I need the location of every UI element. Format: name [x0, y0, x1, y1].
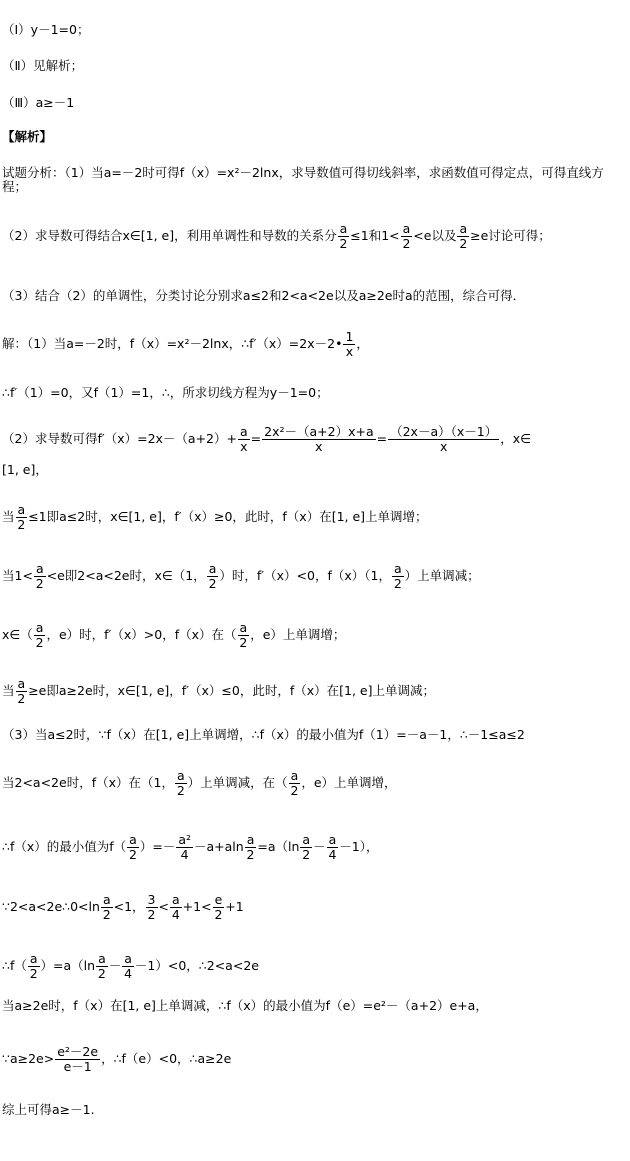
fraction-a-over-4: $\frac{a}{4}$: [124, 951, 133, 981]
fraction-a-over-4: $\frac{a}{4}$: [171, 892, 180, 922]
text: －: [313, 838, 326, 854]
solution-line-11: [2, 893, 626, 922]
text: ∴f（x）的最小值为f（: [2, 838, 127, 854]
analysis-p2: [2, 222, 626, 251]
text: ，: [356, 335, 369, 351]
solution-line-1: [2, 330, 626, 359]
text: ≤1即a≤2时，x∈[1, e]，f′（x）≥0，此时，f（x）在[1, e]上单调增；: [28, 508, 428, 524]
fraction-a-over-2: $\frac{a}{2}$: [302, 832, 311, 862]
text: ，e）上单调增；: [250, 626, 346, 642]
fraction-derivative-2: $\frac{(2x-a)(x-1)}{x}$: [390, 424, 498, 454]
text: <1，: [113, 898, 145, 914]
text: <: [158, 898, 169, 914]
solution-line-10: [2, 833, 626, 862]
text: （2）求导数可得结合x∈[1, e]，利用单调性和导数的关系分: [2, 227, 337, 243]
answer-1: （Ⅰ）y－1=0；: [2, 22, 90, 37]
fraction-a-over-2: $\frac{a}{2}$: [17, 502, 26, 532]
text: <e即2<a<2e时，x∈（1，: [46, 567, 206, 583]
fraction-a-over-2: $\frac{a}{2}$: [129, 832, 137, 862]
text: ，e）上单调增，: [301, 774, 397, 790]
fraction-a-over-2: $\frac{a}{2}$: [35, 620, 44, 650]
answer-3: （Ⅲ）a≥－1: [2, 95, 75, 110]
fraction-1-over-x: $\frac{1}{x}$: [345, 329, 354, 359]
solution-line-2: ∴f′（1）=0，又f（1）=1，∴，所求切线方程为y－1=0；: [2, 385, 329, 400]
fraction-a2-over-4: $\frac{\text{a²}}{4}$: [178, 832, 191, 862]
fraction-a-over-2: $\frac{a}{2}$: [17, 676, 26, 706]
solution-line-13: 当a≥2e时，f（x）在[1, e]上单调减，∴f（x）的最小值为f（e）=e²－（a+2）e+a，: [2, 998, 488, 1013]
text: +1: [225, 898, 244, 914]
solution-line-7: [2, 677, 626, 706]
text: 解：（1）当a=－2时，f（x）=x²－2lnx，∴f′（x）=2x－2•: [2, 335, 343, 351]
text: －1）<0，∴2<a<2e: [134, 957, 259, 973]
text: 当2<a<2e时，f（x）在（1，: [2, 774, 174, 790]
fraction-a-over-2: $\frac{a}{2}$: [176, 768, 185, 798]
fraction-a-over-2: $\frac{a}{2}$: [102, 892, 111, 922]
solution-line-3-range: [1, e]，: [2, 462, 48, 477]
text: ∴f（: [2, 957, 27, 973]
text: ，e）时，f′（x）>0，f（x）在（: [46, 626, 237, 642]
fraction-a-over-2: $\frac{a}{2}$: [402, 221, 411, 251]
analysis-p1: 试题分析：（1）当a=－2时可得f（x）=x²－2lnx，求导数值可得切线斜率，求函数值可得定点，可得直线方程；: [2, 165, 604, 194]
text: 当: [2, 508, 15, 524]
text: 当1<: [2, 567, 33, 583]
answer-2: （Ⅱ）见解析；: [2, 58, 84, 73]
fraction-a-over-2: $\frac{a}{2}$: [246, 832, 255, 862]
text: ）上单调减，在（: [187, 774, 288, 790]
text: <e以及: [413, 227, 457, 243]
text: ∵2<a<2e∴0<ln: [2, 898, 100, 914]
text: ）=－: [139, 838, 176, 854]
text: ）时，f′（x）<0，f（x）（1，: [219, 567, 391, 583]
solution-line-15: 综上可得a≥－1.: [2, 1102, 95, 1117]
analysis-p3: （3）结合（2）的单调性，分类讨论分别求a≤2和2<a<2e以及a≥2e时a的范围，综合可得．: [2, 288, 526, 303]
text: ≥e讨论可得；: [470, 227, 551, 243]
text: ）=a（ln: [40, 957, 96, 973]
fraction-a-over-2: $\frac{a}{2}$: [393, 561, 402, 591]
text: ≥e即a≥2e时，x∈[1, e]，f′（x）≤0，此时，f（x）在[1, e]上单调减；: [28, 682, 435, 698]
text: +1<: [182, 898, 212, 914]
fraction-a-over-2: $\frac{a}{2}$: [97, 951, 106, 981]
text: ）上单调减；: [404, 567, 480, 583]
text: ∵a≥2e>: [2, 1050, 55, 1066]
fraction-e-over-2: $\frac{e}{2}$: [214, 892, 223, 922]
solution-line-8: （3）当a≤2时，∵f（x）在[1, e]上单调增，∴f（x）的最小值为f（1）=－a－1，∴－1≤a≤2: [2, 727, 525, 742]
text: =a（ln: [257, 838, 300, 854]
fraction-a-over-2: $\frac{a}{2}$: [459, 221, 468, 251]
fraction-a-over-2: $\frac{a}{2}$: [290, 768, 299, 798]
fraction-e-expression: $\frac{\text{e²－2e}}{e-1}$: [57, 1044, 99, 1074]
text: x∈（: [2, 626, 33, 642]
text: －1），: [339, 838, 379, 854]
solution-line-5: [2, 562, 626, 591]
fraction-a-over-2: $\frac{a}{2}$: [339, 221, 348, 251]
solution-line-6: [2, 621, 626, 650]
fraction-a-over-2: $\frac{a}{2}$: [35, 561, 44, 591]
text: －: [108, 957, 122, 973]
fraction-derivative-1: $\frac{\text{2x²－（a+2）x+a}}{x}$: [264, 424, 374, 454]
fraction-a-over-2: $\frac{a}{2}$: [29, 951, 38, 981]
fraction-a-over-2: $\frac{a}{2}$: [239, 620, 248, 650]
text: （2）求导数可得f′（x）=2x－（a+2）+: [2, 430, 237, 446]
text: 当: [2, 682, 15, 698]
fraction-a-over-x: $\frac{a}{x}$: [239, 424, 248, 454]
text: ≤1和1<: [350, 227, 400, 243]
text: ，∴f（e）<0，∴a≥2e: [101, 1050, 232, 1066]
section-title: 【解析】: [2, 129, 53, 144]
text: －a+aln: [193, 838, 244, 854]
fraction-3-over-2: $\frac{3}{2}$: [147, 892, 156, 922]
solution-line-14: [2, 1045, 626, 1074]
fraction-a-over-4: $\frac{a}{4}$: [328, 832, 337, 862]
solution-line-9: [2, 769, 626, 798]
fraction-a-over-2: $\frac{a}{2}$: [208, 561, 217, 591]
text: ，x∈: [500, 430, 532, 446]
solution-line-3: （2）求导数可得f′（x）=2x－（a+2）+ $\frac{a}{x}$ = $\frac{\text{2x²－（a+2）x+a}}{x}$ = $\frac{(2x-a)(x-1)}{x}$ ，x∈: [2, 424, 532, 454]
solution-line-4: [2, 503, 626, 532]
solution-line-12: [2, 952, 626, 981]
